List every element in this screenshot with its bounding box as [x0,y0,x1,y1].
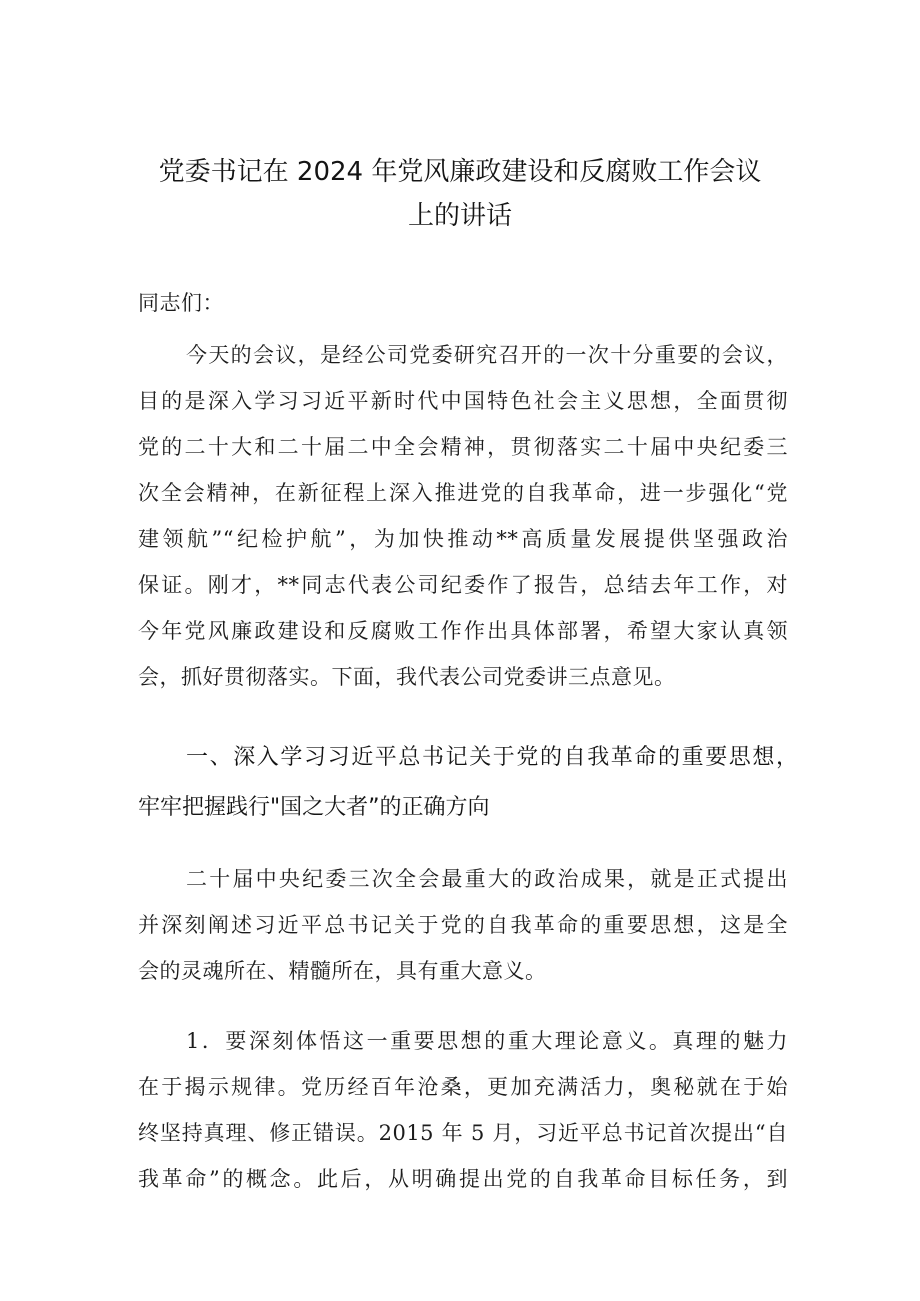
paragraph-3-line-1: 1．要深刻体悟这一重要思想的重大理论意义。真理的魅力 [186,1029,788,1053]
paragraph-1-line-5: 建领航”“纪检护航”，为加快推动**高质量发展提供坚强政治 [138,527,788,551]
document-title [120,150,800,238]
paragraph-1-line-2: 目的是深入学习习近平新时代中国特色社会主义思想，全面贯彻 [138,389,788,413]
salutation: 同志们： [138,291,224,315]
paragraph-1-line-3: 党的二十大和二十届二中全会精神，贯彻落实二十届中央纪委三 [138,435,788,459]
paragraph-1-line-8: 会，抓好贯彻落实。下面，我代表公司党委讲三点意见。 [138,665,676,689]
section-1-heading-line-1: 一、深入学习习近平总书记关于党的自我革命的重要思想， [186,745,798,770]
paragraph-1-line-1: 今天的会议，是经公司党委研究召开的一次十分重要的会议， [186,343,788,367]
paragraph-3-line-4: 我革命”的概念。此后，从明确提出党的自我革命目标任务，到 [138,1167,788,1191]
paragraph-1-line-4: 次全会精神，在新征程上深入推进党的自我革命，进一步强化“党 [138,481,788,505]
title-line-1: 党委书记在 2024 年党风廉政建设和反腐败工作会议 [158,157,762,187]
paragraph-3-line-3: 终坚持真理、修正错误。2015 年 5 月，习近平总书记首次提出“自 [138,1121,788,1145]
paragraph-3-line-2: 在于揭示规律。党历经百年沧桑，更加充满活力，奥秘就在于始 [138,1075,788,1099]
paragraph-1-line-7: 今年党风廉政建设和反腐败工作作出具体部署，希望大家认真领 [138,619,788,643]
paragraph-2-line-2: 并深刻阐述习近平总书记关于党的自我革命的重要思想，这是全 [138,913,788,937]
section-1-heading-line-2: 牢牢把握践行"国之大者”的正确方向 [138,795,490,820]
paragraph-1-line-6: 保证。刚才，**同志代表公司纪委作了报告，总结去年工作，对 [138,573,788,597]
paragraph-2-line-3: 会的灵魂所在、精髓所在，具有重大意义。 [138,959,547,983]
title-line-2: 上的讲话 [407,201,512,231]
paragraph-2-line-1: 二十届中央纪委三次全会最重大的政治成果，就是正式提出 [186,867,788,891]
